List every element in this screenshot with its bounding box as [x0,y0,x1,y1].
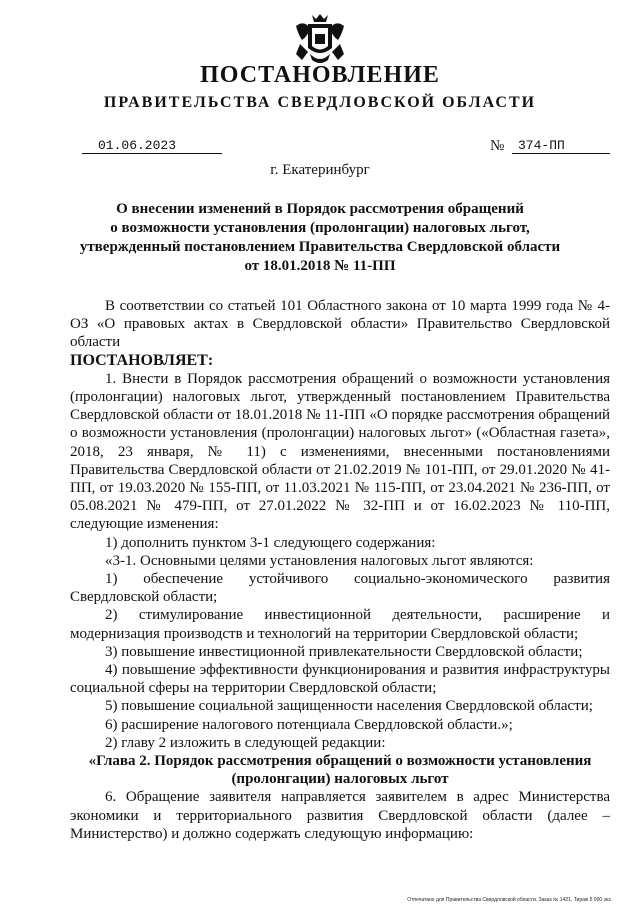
paragraph: 5) повышение социальной защищенности населения Свердловской области; [105,698,593,715]
title-line: от 18.01.2018 № 11-ПП [244,258,396,274]
decree-word: ПОСТАНОВЛЯЕТ: [70,351,214,369]
title-line: о возможности установления (пролонгации) налоговых льгот, [110,220,530,236]
document-body [70,297,610,843]
paragraph: «3-1. Основными целями установления налоговых льгот являются: [105,552,534,569]
paragraph: 6. Обращение заявителя направляется заявителем в адрес Министерства экономики и территориального развития Свердловской области (далее – Министерство) и должно содержать следующую информацию: [70,789,610,842]
coat-of-arms-emblem [288,10,352,66]
preamble-paragraph: В соответствии со статьей 101 Областного закона от 10 марта 1999 года № 4-ОЗ «О правовых актах в Свердловской области» Правительство Свердловской области [70,298,610,351]
decree-date: 01.06.2023 [82,138,222,154]
chapter-heading: «Глава 2. Порядок рассмотрения обращений о возможности установления (пролонгации) налоговых льгот [88,753,592,788]
paragraph: 2) стимулирование инвестиционной деятельности, расширение и модернизация производств и технологий на территории Свердловской области; [70,607,610,642]
title-line: утвержденный постановлением Правительства Свердловской области [79,239,561,255]
paragraph: 1. Внести в Порядок рассмотрения обращений о возможности установления (пролонгации) налоговых льгот, утвержденный постановлением Правительства Свердловской области от 18.01.2018 № 11-ПП «О порядке рассмотрения обращений о возможности установления (пролонгации) налоговых льгот» («Областная газета», 2018, 23 января, № 11) с изменениями, внесенными постановлениями Правительства Свердловской области от 21.02.2019 № 101-ПП, от 29.01.2020 № 41-ПП, от 19.03.2020 № 155-ПП, от 11.03.2021 № 115-ПП, от 23.04.2021 № 236-ПП, от 05.08.2021 № 479-ПП, от 27.01.2022 № 32-ПП и от 16.02.2023 № 110-ПП, следующие изменения: [70,370,610,533]
issuing-authority: ПРАВИТЕЛЬСТВА СВЕРДЛОВСКОЙ ОБЛАСТИ [103,94,537,111]
number-label: № [490,138,505,154]
document-title [70,200,570,276]
paragraph: 6) расширение налогового потенциала Свердловской области.»; [105,716,513,733]
document-type-title: ПОСТАНОВЛЕНИЕ [200,62,440,88]
paragraph: 3) повышение инвестиционной привлекательности Свердловской области; [105,643,583,660]
city: г. Екатеринбург [270,162,370,178]
paragraph: 1) дополнить пунктом 3-1 следующего содержания: [105,534,436,551]
decree-number: 374-ПП [512,138,610,154]
paragraph: 2) главу 2 изложить в следующей редакции: [105,734,386,751]
paragraph: 1) обеспечение устойчивого социально-экономического развития Свердловской области; [70,571,610,606]
print-footer: Отпечатано для Правительства Свердловской области. Заказ № 1421. Тираж 5 000 экз. [407,897,612,903]
paragraph: 4) повышение эффективности функционирования и развития инфраструктуры социальной сферы на территории Свердловской области; [70,662,610,697]
title-line: О внесении изменений в Порядок рассмотрения обращений [116,201,524,217]
